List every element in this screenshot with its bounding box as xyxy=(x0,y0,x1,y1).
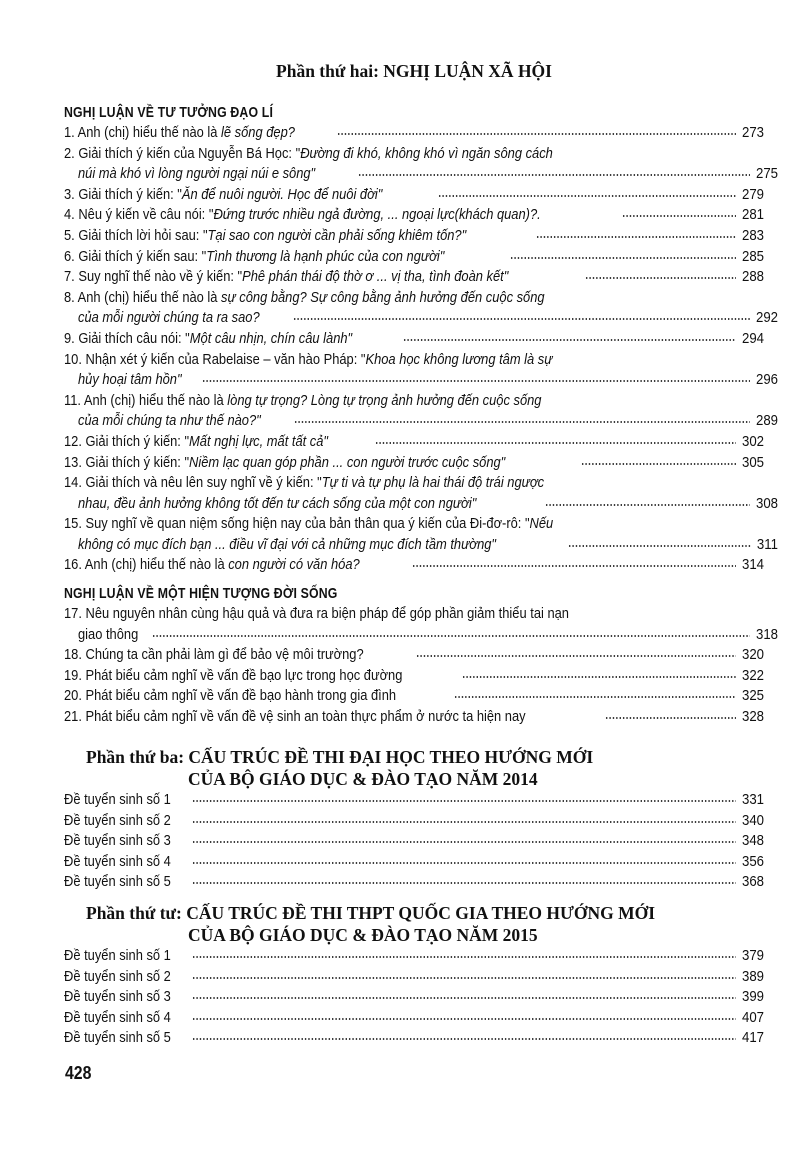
toc-entry[interactable] xyxy=(64,473,778,514)
entry-italic-text: Mất nghị lực, mất tất cả" xyxy=(189,432,328,450)
entry-italic-text: con người có văn hóa? xyxy=(228,556,360,574)
entry-text: Đề tuyển sinh số 5 xyxy=(64,873,171,891)
part-three-title xyxy=(64,746,764,768)
entry-line xyxy=(64,645,764,666)
toc-entry[interactable] xyxy=(64,831,764,852)
part-three-subtitle: CỦA BỘ GIÁO DỤC & ĐÀO TẠO NĂM 2014 xyxy=(188,769,538,789)
entry-text xyxy=(64,514,553,535)
entry-italic-text: Đường đi khó, không khó vì ngăn sông cách xyxy=(300,144,553,162)
entry-italic-text: lẽ sống đẹp? xyxy=(221,124,295,141)
dot-leader xyxy=(462,666,736,680)
page-ref: 331 xyxy=(741,791,764,808)
entry-text xyxy=(64,350,552,371)
entry-text xyxy=(78,370,182,391)
toc-entry[interactable] xyxy=(64,604,778,645)
part-three-text: CẤU TRÚC ĐỀ THI ĐẠI HỌC THEO HƯỚNG MỚI xyxy=(188,747,594,767)
entry-plain-text: 18. Chúng ta cần phải làm gì để bảo vệ môi trường? xyxy=(64,646,364,664)
entry-plain-text: 9. Giải thích câu nói: " xyxy=(64,329,190,347)
entry-line xyxy=(64,144,764,165)
toc-entry[interactable] xyxy=(64,144,778,185)
entry-italic-text: của mỗi chúng ta như thế nào?" xyxy=(78,412,261,430)
page-ref: 279 xyxy=(741,185,764,203)
dot-leader xyxy=(192,987,736,1001)
dot-leader xyxy=(192,790,736,804)
entry-list xyxy=(64,123,778,576)
page-ref: 302 xyxy=(741,432,764,450)
entry-plain-text: 16. Anh (chị) hiểu thế nào là xyxy=(64,556,229,574)
part-two-title xyxy=(64,60,764,82)
entry-plain-text: 12. Giải thích ý kiến: " xyxy=(64,432,190,450)
dot-leader xyxy=(152,625,750,639)
entry-line xyxy=(64,555,764,576)
toc-entry[interactable] xyxy=(64,267,764,288)
toc-entry[interactable] xyxy=(64,329,764,350)
dot-leader xyxy=(412,555,736,569)
entry-plain-text: 14. Giải thích và nêu lên suy nghĩ về ý kiến: " xyxy=(64,474,322,492)
page-ref: 294 xyxy=(741,329,764,347)
entry-line xyxy=(64,226,764,247)
entry-line xyxy=(64,267,764,288)
entry-italic-text: Ăn để nuôi người. Học để nuôi đời" xyxy=(181,185,383,203)
page-number: 428 xyxy=(65,1063,92,1083)
entry-text: Đề tuyển sinh số 1 xyxy=(64,947,171,964)
entry-text xyxy=(64,185,382,206)
dot-leader xyxy=(568,535,751,549)
entry-plain-text: 13. Giải thích ý kiến: " xyxy=(64,453,190,471)
toc-entry[interactable] xyxy=(64,514,778,555)
toc-entry[interactable] xyxy=(64,205,764,226)
dot-leader xyxy=(192,967,736,981)
entry-italic-text: sự công bằng? Sự công bằng ảnh hưởng đến cuộc sống xyxy=(221,288,545,306)
entry-text: Đề tuyển sinh số 2 xyxy=(64,967,171,985)
entry-text: Đề tuyển sinh số 3 xyxy=(64,832,171,850)
toc-entry[interactable] xyxy=(64,350,778,391)
entry-line xyxy=(64,205,764,226)
entry-italic-text: không có mục đích bạn ... điều vĩ đại với cả những mục đích tầm thường" xyxy=(78,535,497,553)
toc-entry[interactable] xyxy=(64,967,764,988)
toc-entry[interactable] xyxy=(64,391,778,432)
toc-entry[interactable] xyxy=(64,226,764,247)
entry-text xyxy=(64,707,526,728)
entry-text xyxy=(78,164,315,185)
toc-entry[interactable] xyxy=(64,707,764,728)
entry-line xyxy=(64,123,764,144)
entry-plain-text: 21. Phát biểu cảm nghĩ về vấn đề vệ sinh an toàn thực phẩm ở nước ta hiện nay xyxy=(64,707,526,725)
dot-leader xyxy=(192,831,736,845)
page-ref: 340 xyxy=(741,811,764,829)
entry-text xyxy=(64,453,505,474)
dot-leader xyxy=(605,707,736,721)
entry-text: Đề tuyển sinh số 4 xyxy=(64,852,171,870)
page-ref: 305 xyxy=(741,453,764,471)
entry-text xyxy=(64,666,402,687)
entry-text xyxy=(64,247,444,268)
part-four-text: CẤU TRÚC ĐỀ THI THPT QUỐC GIA THEO HƯỚNG MỚI xyxy=(186,903,656,923)
entry-italic-text: của mỗi người chúng ta ra sao? xyxy=(78,309,260,327)
page-ref: 288 xyxy=(741,268,764,286)
dot-leader xyxy=(192,811,736,825)
toc-entry[interactable] xyxy=(64,666,764,687)
entry-line xyxy=(64,686,764,707)
toc-entry[interactable] xyxy=(64,686,764,707)
toc-entry[interactable] xyxy=(64,123,764,144)
dot-leader xyxy=(337,123,736,137)
page-ref: 399 xyxy=(741,988,764,1006)
dot-leader xyxy=(622,205,736,219)
entry-line xyxy=(64,185,764,206)
entry-line xyxy=(64,494,778,515)
toc-entry[interactable] xyxy=(64,811,764,832)
entry-text xyxy=(64,226,466,247)
entry-italic-text: Tình thương là hạnh phúc của con người" xyxy=(206,247,445,265)
toc-entry[interactable] xyxy=(64,1028,764,1049)
page-ref: 417 xyxy=(741,1029,764,1047)
entry-line xyxy=(64,473,764,494)
page-ref: 318 xyxy=(755,625,778,643)
page-ref: 289 xyxy=(755,412,778,430)
entry-plain-text: 10. Nhận xét ý kiến của Rabelaise – văn hào Pháp: " xyxy=(64,350,366,368)
entry-line xyxy=(64,453,764,474)
entry-line xyxy=(64,604,764,625)
entry-line xyxy=(64,247,764,268)
page-ref: 314 xyxy=(741,556,764,574)
entry-line xyxy=(64,514,764,535)
entry-line xyxy=(64,164,778,185)
entry-italic-text: Niềm lạc quan góp phần ... con người trước cuộc sống" xyxy=(189,453,506,471)
section-heading: NGHỊ LUẬN VỀ TƯ TƯỞNG ĐẠO LÍ xyxy=(64,104,274,121)
entry-line xyxy=(64,411,778,432)
toc-entry[interactable] xyxy=(64,790,764,811)
entry-text xyxy=(78,535,496,556)
dot-leader xyxy=(294,411,749,425)
toc-entry[interactable] xyxy=(64,852,764,873)
section-hien-tuong-doi-song xyxy=(64,584,778,728)
toc-entry[interactable] xyxy=(64,453,764,474)
entry-list xyxy=(64,790,764,893)
dot-leader xyxy=(375,432,736,446)
dot-leader xyxy=(545,494,750,508)
entry-italic-text: núi mà khó vì lòng người ngại núi e sông" xyxy=(78,165,316,183)
entry-italic-text: Tự ti và tự phụ là hai thái độ trái ngược xyxy=(321,474,545,492)
entry-line xyxy=(64,308,778,329)
part-four-title xyxy=(64,902,764,924)
page-ref: 328 xyxy=(741,707,764,725)
dot-leader xyxy=(202,370,750,384)
entry-text xyxy=(64,205,541,226)
toc-entry[interactable] xyxy=(64,432,764,453)
page-ref: 283 xyxy=(741,226,764,244)
dot-leader xyxy=(192,872,736,886)
entry-text: Đề tuyển sinh số 2 xyxy=(64,811,171,829)
entry-text xyxy=(64,686,396,707)
entry-plain-text: 17. Nêu nguyên nhân cùng hậu quả và đưa ra biện pháp để góp phần giảm thiểu tai nạn xyxy=(64,605,569,622)
part-four xyxy=(64,902,764,1049)
entry-line xyxy=(64,707,764,728)
entry-plain-text: 3. Giải thích ý kiến: " xyxy=(64,185,182,203)
entry-plain-text: 11. Anh (chị) hiểu thế nào là xyxy=(64,391,228,409)
entry-text xyxy=(78,308,260,329)
entry-plain-text: 15. Suy nghĩ về quan niệm sống hiện nay của bản thân qua ý kiến của Đi-đơ-rô: " xyxy=(64,515,530,533)
entry-list xyxy=(64,946,764,1049)
entry-plain-text: 19. Phát biểu cảm nghĩ về vấn đề bạo lực trong học đường xyxy=(64,666,403,684)
dot-leader xyxy=(192,1008,736,1022)
entry-plain-text: 2. Giải thích ý kiến của Nguyễn Bá Học: " xyxy=(64,144,301,162)
toc-entry[interactable] xyxy=(64,987,764,1008)
part-three xyxy=(64,746,764,893)
page-ref: 308 xyxy=(755,494,778,512)
page-ref: 348 xyxy=(741,832,764,850)
toc-entry[interactable] xyxy=(64,288,778,329)
part-four-label: Phần thứ tư: xyxy=(86,903,182,923)
part-two-text: NGHỊ LUẬN XÃ HỘI xyxy=(383,61,552,81)
entry-italic-text: Đứng trước nhiều ngả đường, ... ngoại lực(khách quan)?. xyxy=(213,206,541,224)
toc-entry[interactable] xyxy=(64,946,764,967)
entry-text xyxy=(78,411,261,432)
entry-line xyxy=(64,391,764,412)
entry-list xyxy=(64,604,778,728)
entry-text: Đề tuyển sinh số 4 xyxy=(64,1008,171,1026)
page-ref: 296 xyxy=(755,371,778,389)
entry-line xyxy=(64,329,764,350)
dot-leader xyxy=(585,267,736,281)
part-three-label: Phần thứ ba: xyxy=(86,747,185,767)
part-four-subtitle: CỦA BỘ GIÁO DỤC & ĐÀO TẠO NĂM 2015 xyxy=(188,925,538,945)
page-ref: 389 xyxy=(741,967,764,985)
dot-leader xyxy=(403,329,736,343)
entry-plain-text: 7. Suy nghĩ thế nào về ý kiến: " xyxy=(64,268,243,286)
page-ref: 285 xyxy=(741,247,764,265)
entry-italic-text: Khoa học không lương tâm là sự xyxy=(365,350,553,368)
entry-text xyxy=(64,555,360,576)
entry-text xyxy=(64,473,544,494)
entry-plain-text: 8. Anh (chị) hiểu thế nào là xyxy=(64,288,222,306)
entry-line xyxy=(64,432,764,453)
entry-plain-text: 1. Anh (chị) hiểu thế nào là xyxy=(64,124,222,141)
page-ref: 281 xyxy=(741,206,764,224)
entry-text xyxy=(64,391,541,412)
entry-plain-text: giao thông xyxy=(78,625,139,643)
dot-leader xyxy=(510,247,736,261)
entry-text xyxy=(64,604,569,625)
page-ref: 368 xyxy=(741,873,764,891)
entry-plain-text: 6. Giải thích ý kiến sau: " xyxy=(64,247,207,265)
entry-italic-text: nhau, đều ảnh hưởng không tốt đến tư cách sống của một con người" xyxy=(78,494,477,512)
dot-leader xyxy=(454,686,736,700)
section-heading: NGHỊ LUẬN VỀ MỘT HIỆN TƯỢNG ĐỜI SỐNG xyxy=(64,585,338,602)
entry-text xyxy=(64,432,328,453)
dot-leader xyxy=(293,308,750,322)
entry-line xyxy=(64,288,764,309)
toc-entry[interactable] xyxy=(64,185,764,206)
section-tu-tuong-dao-li xyxy=(64,103,778,576)
entry-text xyxy=(64,123,295,144)
dot-leader xyxy=(358,164,750,178)
page-ref: 320 xyxy=(741,646,764,664)
entry-text: Đề tuyển sinh số 1 xyxy=(64,791,171,808)
page-ref: 292 xyxy=(755,309,778,327)
entry-line xyxy=(64,625,778,646)
entry-plain-text: 20. Phát biểu cảm nghĩ về vấn đề bạo hành trong gia đình xyxy=(64,687,397,705)
page-ref: 311 xyxy=(756,535,778,553)
entry-text xyxy=(64,267,508,288)
entry-italic-text: Phê phán thái độ thờ ơ ... vị tha, tình đoàn kết" xyxy=(242,268,509,286)
dot-leader xyxy=(581,453,736,467)
entry-plain-text: 5. Giải thích lời hỏi sau: " xyxy=(64,226,208,244)
toc-entry[interactable] xyxy=(64,555,764,576)
entry-italic-text: Một câu nhịn, chín câu lành" xyxy=(189,329,353,347)
entry-text xyxy=(78,494,476,515)
entry-text: Đề tuyển sinh số 5 xyxy=(64,1029,171,1047)
entry-text xyxy=(78,625,138,646)
dot-leader xyxy=(438,185,736,199)
dot-leader xyxy=(192,946,736,960)
entry-plain-text: 4. Nêu ý kiến về câu nói: " xyxy=(64,206,214,224)
entry-italic-text: lòng tự trọng? Lòng tự trọng ảnh hưởng đến cuộc sống xyxy=(227,391,542,409)
entry-text: Đề tuyển sinh số 3 xyxy=(64,988,171,1006)
entry-line xyxy=(64,535,778,556)
dot-leader xyxy=(192,852,736,866)
toc-entry[interactable] xyxy=(64,872,764,893)
page-ref: 273 xyxy=(741,124,764,141)
entry-text xyxy=(64,288,545,309)
part-two-label: Phần thứ hai: xyxy=(276,61,379,81)
entry-line xyxy=(64,350,764,371)
entry-italic-text: Tại sao con người cần phải sống khiêm tốn?" xyxy=(207,226,467,244)
page-ref: 407 xyxy=(741,1008,764,1026)
dot-leader xyxy=(536,226,736,240)
dot-leader xyxy=(192,1028,736,1042)
toc-entry[interactable] xyxy=(64,645,764,666)
entry-italic-text: hủy hoại tâm hồn" xyxy=(78,371,182,389)
page-ref: 379 xyxy=(741,947,764,964)
toc-entry[interactable] xyxy=(64,1008,764,1029)
entry-line xyxy=(64,370,778,391)
page-ref: 356 xyxy=(741,852,764,870)
entry-italic-text: Nếu xyxy=(529,515,554,533)
entry-text xyxy=(64,144,553,165)
toc-entry[interactable] xyxy=(64,247,764,268)
page-ref: 322 xyxy=(741,666,764,684)
entry-line xyxy=(64,666,764,687)
entry-text xyxy=(64,329,352,350)
entry-text xyxy=(64,645,364,666)
page-ref: 325 xyxy=(741,687,764,705)
page-ref: 275 xyxy=(755,165,778,183)
dot-leader xyxy=(416,645,736,659)
